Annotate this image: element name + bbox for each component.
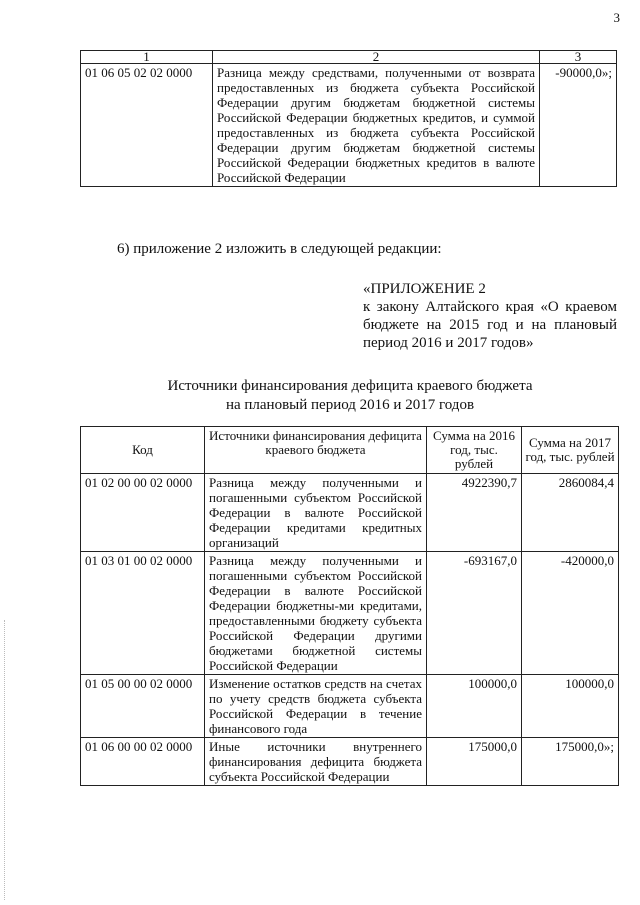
row-sum-2017: 175000,0»;: [522, 738, 619, 786]
row-sum-2016: -693167,0: [427, 552, 522, 675]
document-title: [80, 377, 620, 415]
page-number: 3: [613, 10, 620, 25]
row-description: Разница между полученными и погашенными субъектом Российской Федерации в валюте Российской Федерации кредитами кредитных организаций: [205, 474, 427, 552]
table-header-row: [81, 51, 617, 64]
instruction-text: 6) приложение 2 изложить в следующей редакции:: [117, 241, 442, 257]
header-sum-2016: Сумма на 2016 год, тыс. рублей: [427, 427, 522, 474]
table-row: [81, 64, 617, 187]
table-row: [81, 738, 619, 786]
row-sum-2016: 175000,0: [427, 738, 522, 786]
column-number-1: 1: [81, 51, 213, 64]
header-sources: Источники финансирования дефицита краевого бюджета: [205, 427, 427, 474]
header-code: Код: [81, 427, 205, 474]
row-sum-2017: 100000,0: [522, 675, 619, 738]
column-number-2: 2: [213, 51, 540, 64]
row-amount: -90000,0»;: [540, 64, 617, 187]
row-sum-2016: 4922390,7: [427, 474, 522, 552]
financing-sources-table: [80, 426, 619, 786]
appendix-block: [363, 280, 617, 352]
row-sum-2017: -420000,0: [522, 552, 619, 675]
column-number-3: 3: [540, 51, 617, 64]
row-description: Разница между средствами, полученными от возврата предоставленных из бюджета субъекта Российской Федерации другим бюджетам бюджетной системы Российской Федерации бюджетных кредитов, и суммой предоставленных из бюджета субъекта Российской Федерации другим бюджетам бюджетной системы Российской Федерации бюджетных кредитов в валюте Российской Федерации: [213, 64, 540, 187]
row-code: 01 03 01 00 02 0000: [81, 552, 205, 675]
row-sum-2017: 2860084,4: [522, 474, 619, 552]
row-description: Изменение остатков средств на счетах по учету средств бюджета субъекта Российской Федерации в течение финансового года: [205, 675, 427, 738]
row-description: Разница между полученными и погашенными субъектом Российской Федерации в валюте Российской Федерации бюджетны-ми кредитами, предоставленными бюджету субъекта Российской Федерации другими бюджетами бюджетной системы Российской Федерации: [205, 552, 427, 675]
table-row: [81, 552, 619, 675]
scan-margin-artifact: [4, 620, 7, 900]
row-code: 01 02 00 00 02 0000: [81, 474, 205, 552]
row-description: Иные источники внутреннего финансирования дефицита бюджета субъекта Российской Федерации: [205, 738, 427, 786]
row-code: 01 06 00 00 02 0000: [81, 738, 205, 786]
row-code: 01 06 05 02 02 0000: [81, 64, 213, 187]
appendix-title: «ПРИЛОЖЕНИЕ 2: [363, 281, 486, 297]
table-row: [81, 675, 619, 738]
document-title-line-1: Источники финансирования дефицита краевого бюджета: [167, 378, 533, 394]
header-sum-2017: Сумма на 2017 год, тыс. рублей: [522, 427, 619, 474]
table-header-row: [81, 427, 619, 474]
row-code: 01 05 00 00 02 0000: [81, 675, 205, 738]
row-sum-2016: 100000,0: [427, 675, 522, 738]
appendix-reference: к закону Алтайского края «О краевом бюджете на 2015 год и на плановый период 2016 и 2017 годов»: [363, 299, 617, 351]
table-row: [81, 474, 619, 552]
document-title-line-2: на плановый период 2016 и 2017 годов: [225, 397, 475, 413]
continued-table: [80, 50, 617, 187]
